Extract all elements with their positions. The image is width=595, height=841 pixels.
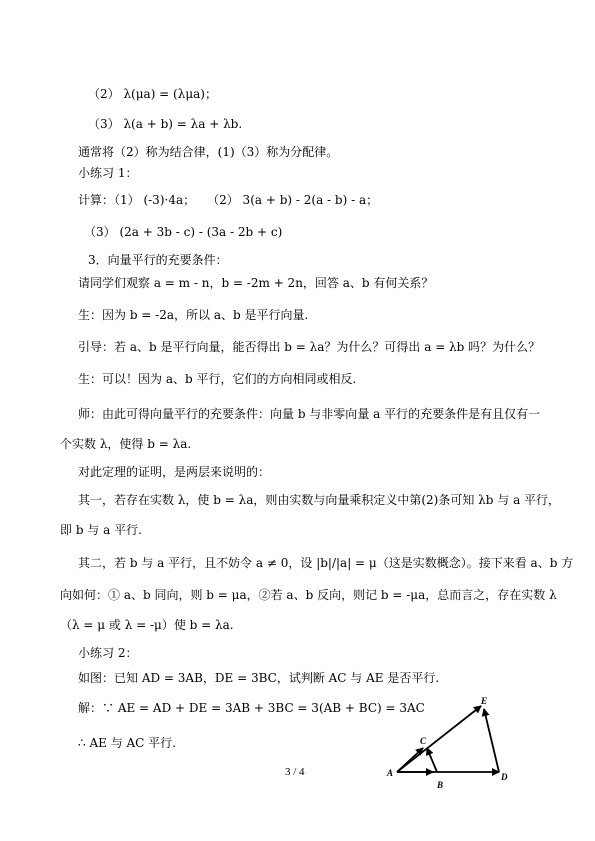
text-line: 其二，若 b 与 a 平行，且不妨令 a ≠ 0，设 |b|/|a| = μ（这是实数概念）。接下来看 a、b 方 [78,556,574,570]
text-line: 解：∵ AE = AD + DE = 3AB + 3BC = 3(AB + BC) = 3AC [78,701,425,715]
text-line: 其一，若存在实数 λ，使 b = λa，则由实数与向量乘积定义中第(2)条可知 λb 与 a 平行， [78,493,561,507]
label-C: C [420,736,427,746]
text-line: 小练习 1： [78,166,138,180]
vector-DE [484,709,499,772]
text-line: 个实数 λ，使得 b = λa. [60,437,192,451]
text-line: 请同学们观察 a = m - n，b = -2m + 2n，回答 a、b 有何关系？ [78,276,434,290]
text-line: 生：因为 b = -2a，所以 a、b 是平行向量. [78,308,309,322]
text-line: 即 b 与 a 平行. [60,523,142,537]
text-line: 引导：若 a、b 是平行向量，能否得出 b = λa？为什么？可得出 a = λb 吗？为什么？ [78,340,541,354]
text-line: 对此定理的证明，是两层来说明的： [78,465,271,479]
text-line: 通常将（2）称为结合律，(1)（3）称为分配律。 [78,145,339,159]
text-line: 3．向量平行的充要条件： [88,253,228,267]
text-line: 如图：已知 AD = 3AB，DE = 3BC，试判断 AC 与 AE 是否平行. [78,671,440,685]
text-line: 计算：（1） (-3)·4a； （2） 3(a + b) - 2(a - b) - a； [78,193,379,207]
text-line: 生：可以！因为 a、b 平行，它们的方向相同或相反. [78,372,357,386]
text-line: （2） λ(μa) = (λμa)； [88,87,217,101]
text-line: 向如何：① a、b 同向，则 b = μa，②若 a、b 反向，则记 b = -μa，总而言之，存在实数 λ [60,588,557,602]
text-line: （λ = μ 或 λ = -μ）使 b = λa. [60,618,234,632]
text-line: 小练习 2： [78,646,138,660]
vector-diagram [385,690,525,800]
label-D: D [501,772,508,782]
vector-BC [427,748,437,772]
label-B: B [437,780,444,790]
text-line: （3） (2a + 3b - c) - (3a - 2b + c) [84,225,283,239]
vector-AE [397,706,481,772]
page-number: 3 / 4 [285,766,305,778]
vector-AC [397,748,423,772]
text-line: ∴ AE 与 AC 平行. [78,736,176,750]
text-line: 师：由此可得向量平行的充要条件：向量 b 与非零向量 a 平行的充要条件是有且仅有一 [78,407,541,421]
label-E: E [481,696,488,706]
label-A: A [387,768,394,778]
text-line: （3） λ(a + b) = λa + λb. [88,117,243,131]
